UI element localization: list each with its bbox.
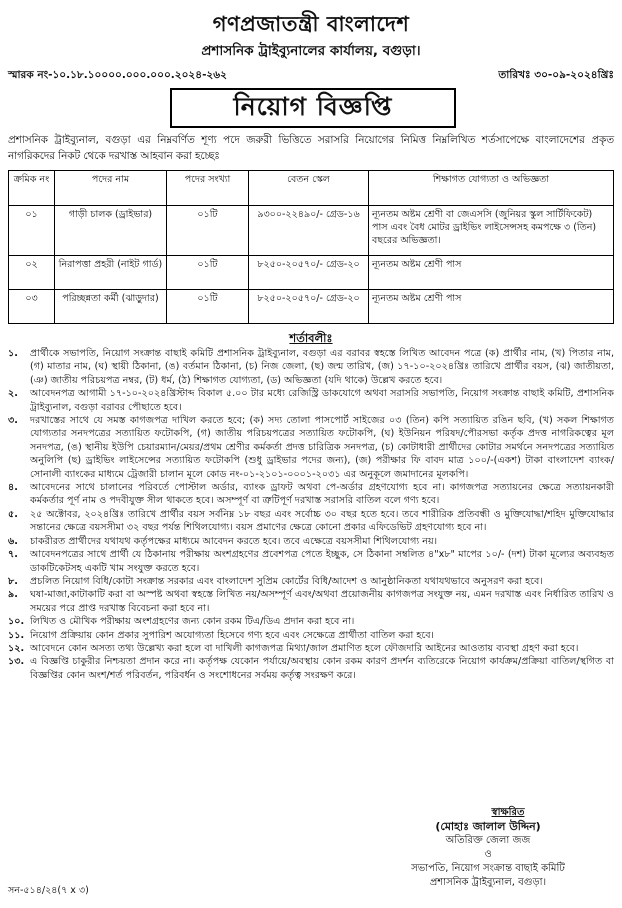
condition-number: ২. <box>8 388 18 400</box>
condition-text: লিখিত ও মৌখিক পরীক্ষায় অংশগ্রহণের জন্য কোন রকম টিএ/ডিএ প্রদান করা হবে না। <box>30 616 355 628</box>
footer-code: সন-৫১৪/২৪(৭ x ৩) <box>8 885 89 896</box>
condition-number: ৩. <box>8 415 18 427</box>
condition-number: ১১. <box>8 629 25 641</box>
signature-label: স্বাক্ষরিত <box>491 807 525 818</box>
cell-pay-scale: ৮২৫০-২০৫৭০/- গ্রেড-২০ <box>249 256 369 290</box>
cell-post-count: ০১টি <box>167 206 249 256</box>
cell-post-count: ০১টি <box>167 256 249 290</box>
signatory-title: অতিরিক্ত জেলা জজ <box>445 835 531 846</box>
condition-text: আবেদনপত্র আগামী ১৭-১০-২০২৪খ্রিস্টাব্দ বিকাল ৫.০০ টার মধ্যে রেজিস্ট্রি ডাকযোগে অথবা সরাসরি সভাপতি, নিয়োগ সংক্রান্ত বাছাই কমিটি, প্রশাসনিক ট্রাইব্যুনাল, বগুড়া বরাবর পৌছাতে হবে। <box>30 388 614 413</box>
condition-text: ঘষা-মাজা,কাটাকাটি করা বা অস্পষ্ট অথবা স্বহস্তে লিখিত নয়/অসম্পূর্ণ এবং/অথবা প্রয়োজনীয় কাগজপত্র সংযুক্ত নয়, এমন দরখাস্ত এবং নির্ধারিত তারিখ ও সময়ের পরে প্রাপ্ত দরখাস্ত বিবেচনা করা হবে না। <box>30 589 614 614</box>
signatory-office: প্রশাসনিক ট্রাইব্যুনাল, বগুড়া। <box>429 877 547 888</box>
cell-serial: ০২ <box>9 256 55 290</box>
office-title: প্রশাসনিক ট্রাইব্যুনালের কার্যালয়, বগুড়া। <box>201 43 421 59</box>
notice-date: তারিখঃ ৩০-০৯-২০২৪খ্রিঃ <box>498 69 614 81</box>
cell-post-name: পরিচ্ছন্নতা কর্মী (ঝাড়ুদার) <box>55 290 167 324</box>
condition-item <box>8 588 614 615</box>
cell-post-count: ০১টি <box>167 290 249 324</box>
condition-item <box>8 387 614 414</box>
condition-item <box>8 615 614 628</box>
condition-number: ১২. <box>8 642 25 654</box>
condition-number: ৫. <box>8 508 18 520</box>
condition-number: ৮. <box>8 575 18 587</box>
cell-serial: ০৩ <box>9 290 55 324</box>
condition-text: ২৫ অক্টোবর, ২০২৪খ্রিঃ তারিখে প্রার্থীর বয়স সর্বনিম্ন ১৮ বছর এবং সর্বোচ্চ ৩০ বছর হতে হবে। তবে শারীরিক প্রতিবন্ধী ও মুক্তিযোদ্ধা/শহিদ মুক্তিযোদ্ধার সন্তানের ক্ষেত্রে বয়সসীমা ৩২ বছর পর্যন্ত শিথিলযোগ্য। বয়স প্রমাণের ক্ষেত্রে কোনো প্রকার এফিডেভিট গ্রহণযোগ্য হবে না। <box>30 508 614 534</box>
cell-qualification: ন্যূনতম অষ্টম শ্রেণী পাস <box>369 290 614 324</box>
condition-text: প্রচলিত নিয়োগ বিধি/কোটা সংক্রান্ত সরকার এবং বাংলাদেশ সুপ্রিম কোর্টের বিধি/আদেশ ও আনুষ্ঠানিকতা যথাযথভাবে অনুসরণ করা হবে। <box>30 575 543 587</box>
government-title: গণপ্রজাতন্ত্রী বাংলাদেশ <box>212 12 410 36</box>
condition-item <box>8 629 614 642</box>
condition-item <box>8 575 614 588</box>
header-serial: ক্রমিক নং <box>9 171 55 206</box>
condition-text: আবেদনপত্রের সাথে প্রার্থী যে ঠিকানায় পরীক্ষায় অংশগ্রহণের প্রবেশপত্র পেতে ইচ্ছুক, সে ঠিকানা সম্বলিত ৪"x৮" মাপের ১০/- (দশ) টাকা মূল্যের অব্যবহৃত ডাকটিকেটসহ একটি খাম সংযুক্ত করতে হবে। <box>30 549 614 574</box>
intro-paragraph: প্রশাসনিক ট্রাইব্যুনাল, বগুড়া এর নিম্নবর্ণিত শূণ্য পদে জরুরী ভিত্তিতে সরাসরি নিয়োগের নিমিত্ত নিম্নলিখিত শর্তসাপেক্ষে বাংলাদেশের প্রকৃত নাগরিকদের নিকট থেকে দরখাস্ত আহবান করা হচ্ছেঃ <box>8 134 614 162</box>
signatory-and: ও <box>484 849 492 860</box>
condition-item <box>8 548 614 575</box>
table-header-row <box>9 171 614 206</box>
signatory-name: (মোহাঃ জালাল উদ্দিন) <box>435 820 541 833</box>
notice-banner: নিয়োগ বিজ্ঞপ্তি <box>170 88 456 128</box>
cell-qualification: ন্যূনতম অষ্টম শ্রেণী পাস <box>369 256 614 290</box>
condition-item <box>8 481 614 508</box>
condition-text: চাকরীরত প্রার্থীদের যথাযথ কর্তৃপক্ষের মাধ্যমে আবেদন করতে হবে। তবে এক্ষেত্রে বয়সসীমা শিথিলযোগ্য নয়। <box>30 535 438 547</box>
posts-table <box>8 170 614 324</box>
condition-number: ৬. <box>8 535 18 547</box>
condition-number: ৪. <box>8 482 18 494</box>
header-post-count: পদের সংখ্যা <box>167 171 249 206</box>
condition-item <box>8 414 614 481</box>
condition-text: দরখাস্তের সাথে যে সমস্ত কাগজপত্র দাখিল করতে হবে; (ক) সদ্য তোলা পাসপোর্ট সাইজের ০৩ (তিন) কপি সত্যায়িত রঙিন ছবি, (খ) সকল শিক্ষাগত যোগ্যতার সনদপত্রের সত্যায়িত ফটোকপি, (গ) জাতীয় পরিচয়পত্রের সত্যায়িত ফটোকপি, (ঘ) ইউনিয়ন পরিষদ/পৌরসভা কর্তৃক প্রদত্ত নাগরিকত্বের মূল সনদপত্র, (ঙ) স্থানীয় ইউপি চেয়ারম্যান/মেয়র/প্রথম শ্রেণীর কর্মকর্তা প্রদত্ত চারিত্রিক সনদপত্র, (চ) কোটাধারী প্রার্থীদের কোটার সমর্থনে সনদপত্রের সত্যায়িত অনুলিপি (ছ) ড্রাইভিং লাইসেন্সের সত্যায়িত ফটোকপি (শুধু ড্রাইভার পদের জন্য), (জ) পরীক্ষার ফি বাবদ মাত্র ১০০/-(একশ) টাকা বাংলাদেশ ব্যাংক/ সোনালী ব্যাংকের মাধ্যমে ট্রেজারী চালান মূলে কোড নং-০১-২১০১-০০০১-২০৩১ এর অনুকূলে জমাদানের মূলকপি। <box>30 415 614 480</box>
condition-text: এ বিজ্ঞপ্তি চাকুরীর নিশ্চয়তা প্রদান করে না। কর্তৃপক্ষ যেকোন পর্যায়ে/অবস্থায় কোন রকম কারণ প্রদর্শন ব্যতিরেকে নিয়োগ কার্যক্রম/প্রক্রিয়া বাতিল/স্থগিত বা বিজ্ঞপ্তির কোন অংশ/শর্ত পরিবর্তন, পরিবর্ধন ও সংশোধনের সর্বময় কর্তৃত্ব সংরক্ষণ করে। <box>30 656 614 681</box>
table-row <box>9 256 614 290</box>
header-pay-scale: বেতন স্কেল <box>249 171 369 206</box>
condition-number: ১৩. <box>8 656 25 668</box>
signatory-role: সভাপতি, নিয়োগ সংক্রান্ত বাছাই কমিটি <box>411 863 565 874</box>
memo-number: স্মারক নং-১০.১৮.১০০০০.০০০.০০০.২০২৪-২৬২ <box>8 69 227 81</box>
condition-number: ১০. <box>8 616 25 628</box>
signature-block <box>360 806 616 890</box>
condition-item <box>8 347 614 387</box>
condition-text: আবেদনে কোন অসত্য তথ্য উল্লেখ্য করা হলে বা দাখিলী কাগজপত্র মিথ্যা/জাল প্রমাণিত হলে ফৌজদারি আইনের আওতায় ব্যবস্থা গ্রহণ করা হবে। <box>30 642 579 654</box>
header-qualification: শিক্ষাগত যোগ্যতা ও অভিজ্ঞতা <box>369 171 614 206</box>
condition-text: প্রার্থীকে সভাপতি, নিয়োগ সংক্রান্ত বাছাই কমিটি প্রশাসনিক ট্রাইব্যুনাল, বগুড়া এর বরাবর স্বহস্তে লিখিত আবেদন পত্রে (ক) প্রার্থীর নাম, (খ) পিতার নাম, (গ) মাতার নাম, (ঘ) স্থায়ী ঠিকানা, (ঙ) বর্তমান ঠিকানা, (চ) নিজ জেলা, (ছ) জন্ম তারিখ, (জ) ১৭-১০-২০২৪খ্রিঃ তারিখে প্রার্থীর বয়স, (ঝ) জাতীয়তা, (ঞ) জাতীয় পরিচয়পত্র নম্বর, (ট) ধর্ম, (ঠ) শিক্ষাগত যোগ্যতা, (ড) অভিজ্ঞতা (যদি থাকে) উল্লেখ করতে হবে। <box>30 348 614 386</box>
cell-pay-scale: ৯৩০০-২২৪৯০/- গ্রেড-১৬ <box>249 206 369 256</box>
header-post-name: পদের নাম <box>55 171 167 206</box>
cell-serial: ০১ <box>9 206 55 256</box>
cell-pay-scale: ৮২৫০-২০৫৭০/- গ্রেড-২০ <box>249 290 369 324</box>
condition-item <box>8 655 614 682</box>
cell-post-name: নিরাপত্তা প্রহরী (নাইট গার্ড) <box>55 256 167 290</box>
conditions-title: শর্তাবলীঃ <box>289 331 333 345</box>
cell-qualification: ন্যূনতম অষ্টম শ্রেণী বা জেএসসি (জুনিয়র স্কুল সার্টিফিকেট) পাস এবং বৈধ মোটর ড্রাইভিং লাইসেন্সসহ কমপক্ষে ৩ (তিন) বছরের অভিজ্ঞতা। <box>369 206 614 256</box>
conditions-list <box>8 347 614 682</box>
cell-post-name: গাড়ী চালক (ড্রাইভার) <box>55 206 167 256</box>
condition-item <box>8 508 614 535</box>
condition-number: ৭. <box>8 549 18 561</box>
table-row <box>9 290 614 324</box>
condition-text: নিয়োগ প্রক্রিয়ায় কোন প্রকার সুপারিশ অযোগ্যতা হিসেবে গণ্য হবে এবং সেক্ষেত্রে প্রার্থীতা বাতিল করা হবে। <box>30 629 434 641</box>
condition-number: ৯. <box>8 589 18 601</box>
condition-item <box>8 642 614 655</box>
table-row <box>9 206 614 256</box>
condition-text: আবেদনের সাথে চালানের পরিবর্তে পোস্টাল অর্ডার, ব্যাংক ড্রাফট অথবা পে-অর্ডার গ্রহণযোগ্য হবে না। কাগজপত্র সত্যায়নের ক্ষেত্রে সত্যায়নকারী কর্মকর্তার পূর্ণ নাম ও পদবীযুক্ত সীল থাকতে হবে। অসম্পূর্ণ বা ত্রুটিপূর্ণ দরখাস্ত সরাসরি বাতিল বলে গণ্য হবে। <box>30 482 614 507</box>
condition-number: ১. <box>8 348 18 359</box>
condition-item <box>8 535 614 548</box>
